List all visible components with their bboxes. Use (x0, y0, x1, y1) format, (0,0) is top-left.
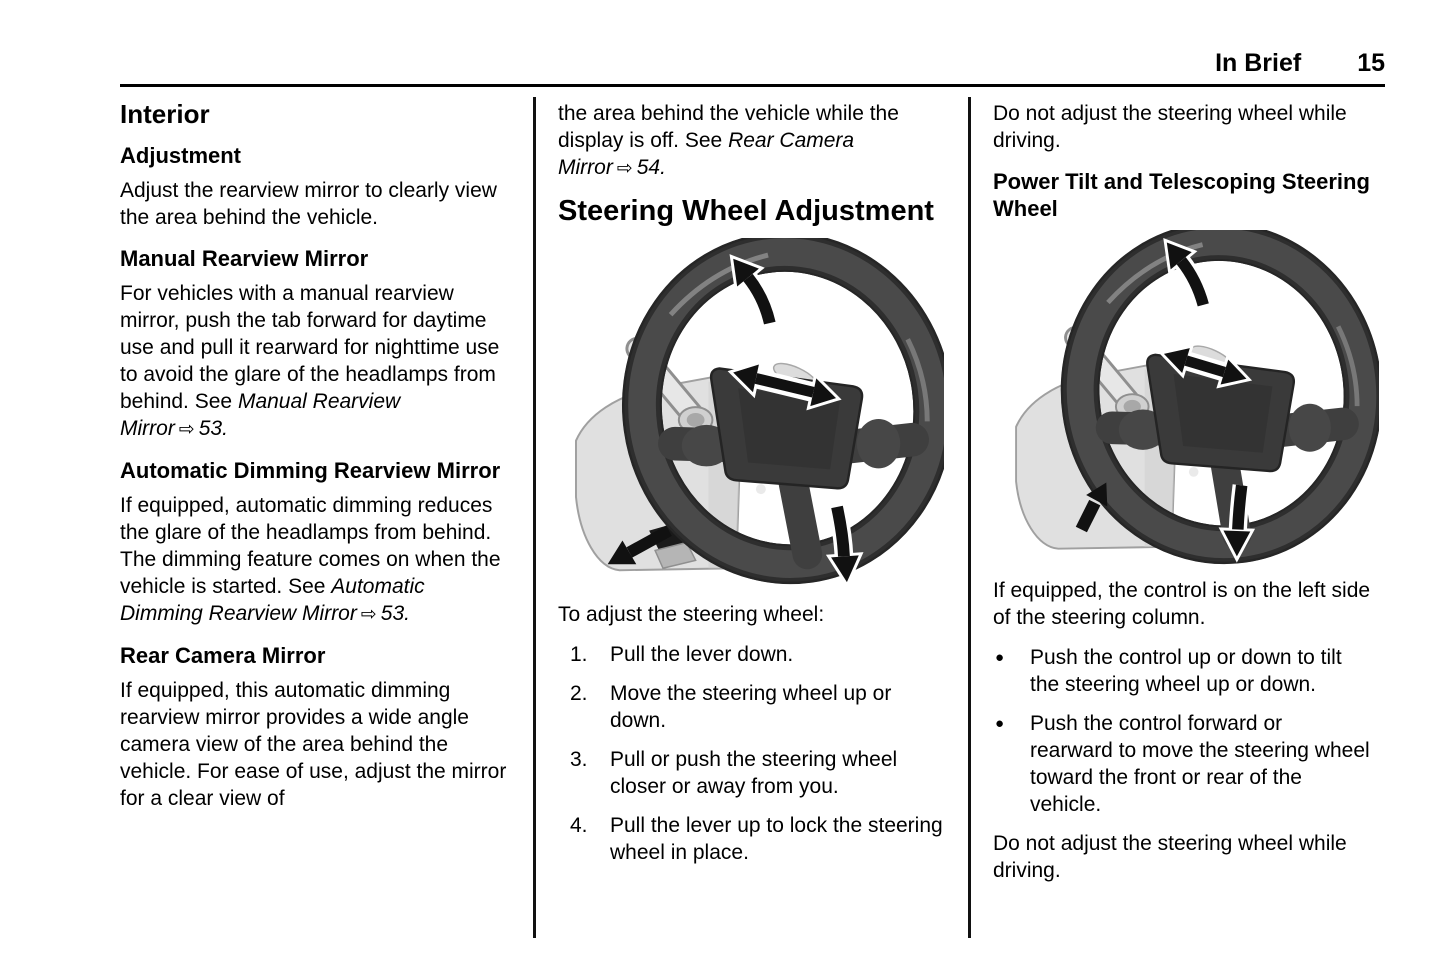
paragraph-rear-camera-continued (558, 100, 916, 182)
body-text: the area behind the vehicle while the display is off. See (558, 102, 899, 152)
heading-automatic-dimming-rearview-mirror: Automatic Dimming Rearview Mirror (120, 458, 501, 483)
column-divider-2 (968, 97, 971, 938)
step-text: Pull the lever down. (610, 643, 794, 666)
bullet-dot-icon: ● (995, 715, 1005, 732)
power-steering-wheel-control-illustration (993, 230, 1379, 566)
page-header (120, 48, 1385, 78)
step-item (558, 680, 944, 734)
cross-reference: Rear Camera Mirror (558, 129, 855, 179)
page-number: 15 (1357, 49, 1385, 77)
column-interior (120, 100, 508, 825)
paragraph-adjustment: Adjust the rearview mirror to clearly view the area behind the vehicle. (120, 179, 497, 229)
step-item (558, 812, 944, 866)
paragraph-rear-camera-mirror: If equipped, this automatic dimming rearview mirror provides a wide angle camera view of the area behind the vehicle. For ease of use, adjust the mirror for a clear view of (120, 679, 507, 810)
figure-power-steering-wheel (993, 230, 1379, 573)
step-text: Pull or push the steering wheel closer or away from you. (610, 748, 898, 798)
column-divider-1 (533, 97, 536, 938)
ref-arrow-icon: ⇨ (178, 418, 195, 440)
cross-reference: Manual Rearview Mirror (120, 390, 401, 440)
paragraph-steps-intro: To adjust the steering wheel: (558, 603, 825, 626)
step-number: 3. (570, 748, 588, 771)
heading-rear-camera-mirror: Rear Camera Mirror (120, 643, 326, 668)
heading-interior: Interior (120, 99, 210, 129)
cross-reference-page: 53. (380, 602, 410, 625)
heading-steering-wheel-adjustment: Steering Wheel Adjustment (558, 195, 934, 227)
cross-reference-page: 53. (198, 417, 228, 440)
heading-manual-rearview-mirror: Manual Rearview Mirror (120, 246, 369, 271)
step-text: Pull the lever up to lock the steering wheel in place. (610, 814, 943, 864)
bullet-item (993, 710, 1379, 818)
bullet-dot-icon: ● (995, 649, 1005, 666)
figure-steering-wheel-tilt (558, 238, 944, 597)
ref-arrow-icon: ⇨ (616, 157, 633, 179)
step-item (558, 746, 944, 800)
cross-reference: Automatic Dimming Rearview Mirror (120, 575, 425, 625)
cross-reference-page: 54. (636, 156, 666, 179)
body-text: If equipped, automatic dimming reduces the glare of the headlamps from behind. The dimming feature comes on when the vehicle is started. See (120, 494, 501, 598)
body-text: For vehicles with a manual rearview mirror, push the tab forward for daytime use and pull it rearward for nighttime use to avoid the glare of the headlamps from behind. See (120, 282, 500, 413)
step-text: Move the steering wheel up or down. (610, 682, 892, 732)
steering-wheel-tilt-telescope-illustration (558, 238, 944, 590)
section-title: In Brief (1215, 49, 1302, 77)
ref-arrow-icon: ⇨ (360, 603, 377, 625)
step-number: 1. (570, 643, 588, 666)
warning-do-not-adjust-bottom: Do not adjust the steering wheel while driving. (993, 832, 1347, 882)
paragraph-automatic-dimming (120, 492, 508, 628)
bullet-text: Push the control up or down to tilt the steering wheel up or down. (1030, 646, 1342, 696)
paragraph-control-location: If equipped, the control is on the left side of the steering column. (993, 579, 1371, 629)
bullet-item (993, 644, 1379, 698)
bullet-text: Push the control forward or rearward to move the steering wheel toward the front or rear of the vehicle. (1030, 712, 1370, 816)
step-item (558, 641, 944, 668)
heading-power-tilt-telescoping: Power Tilt and Telescoping Steering Wheel (993, 169, 1370, 221)
column-power-tilt-telescoping (993, 100, 1379, 897)
header-rule (120, 84, 1385, 87)
warning-do-not-adjust-top: Do not adjust the steering wheel while driving. (993, 102, 1347, 152)
column-steering-wheel-adjustment (558, 100, 944, 878)
heading-adjustment: Adjustment (120, 143, 241, 168)
step-number: 2. (570, 682, 588, 705)
paragraph-manual-rearview-mirror (120, 280, 508, 443)
step-number: 4. (570, 814, 588, 837)
